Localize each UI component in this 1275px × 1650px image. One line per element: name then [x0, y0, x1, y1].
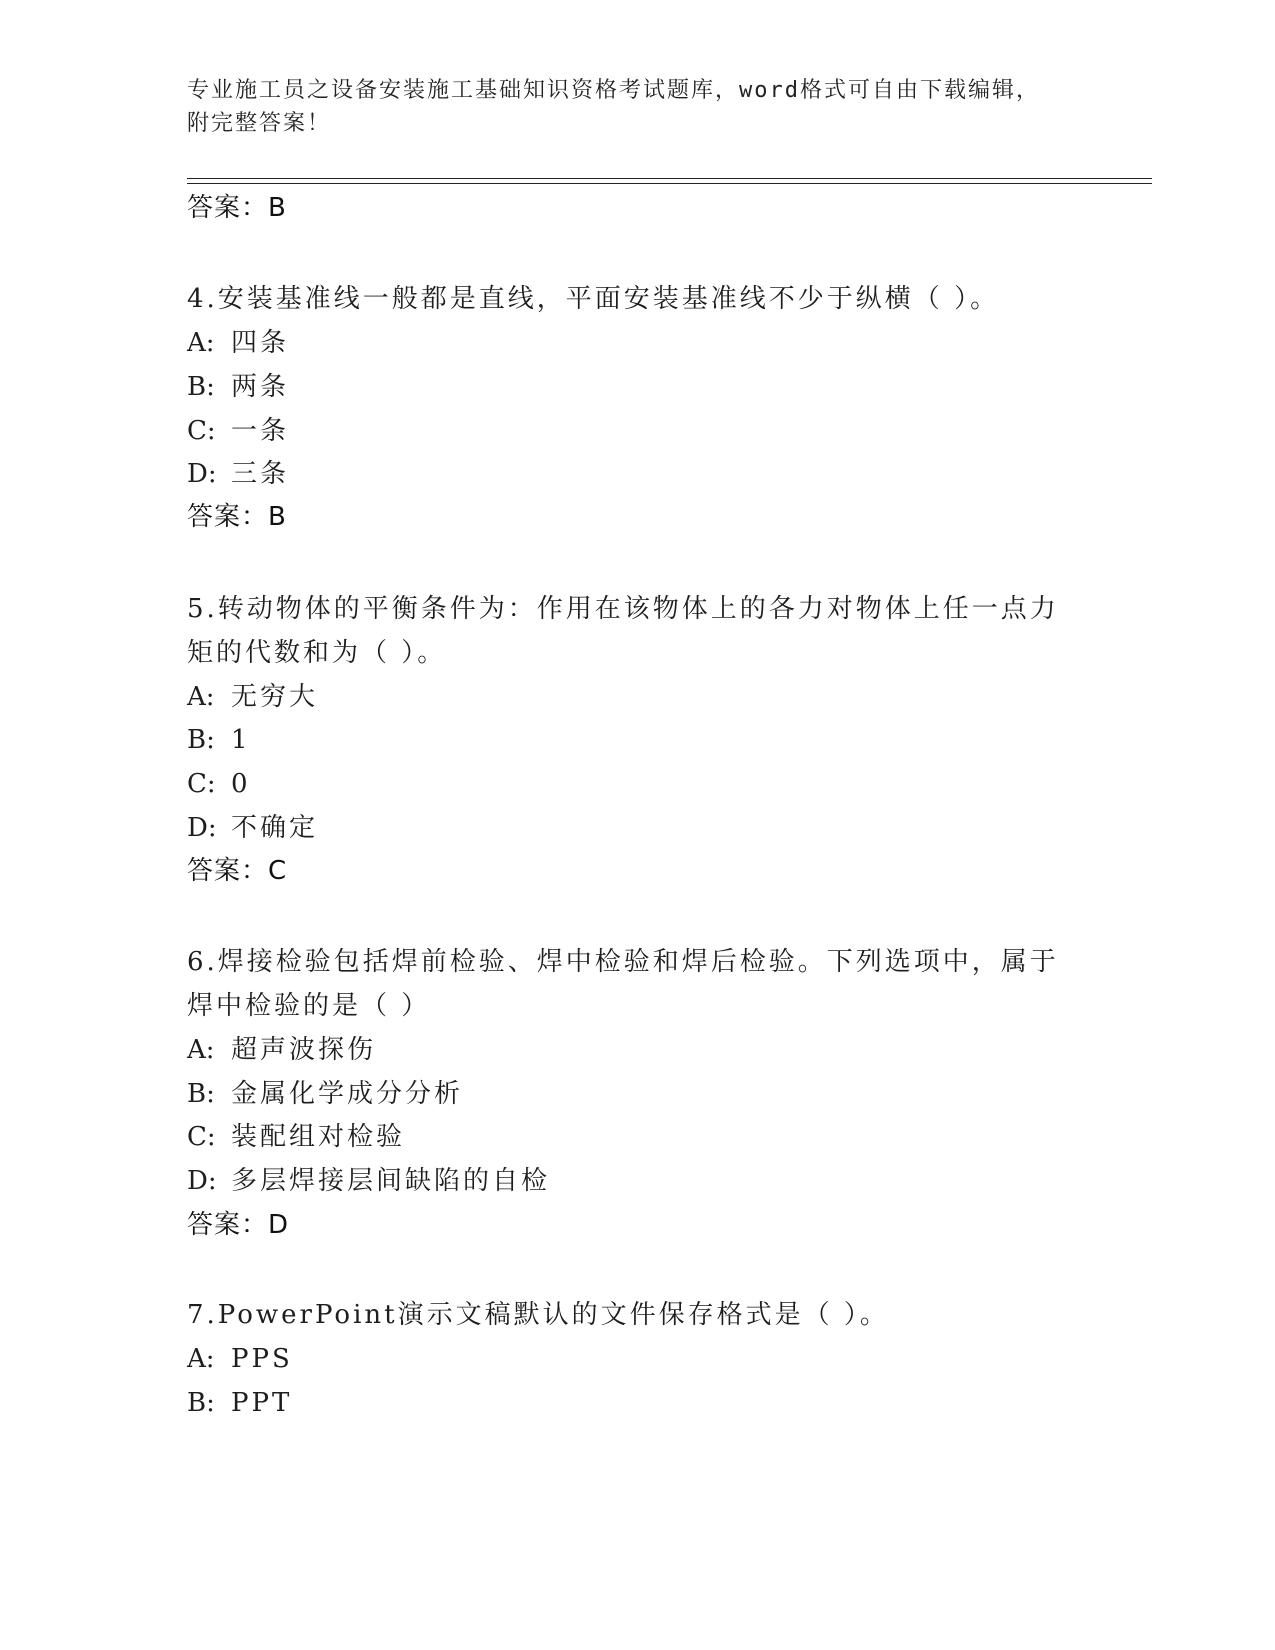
option-key: C: [187, 769, 216, 799]
option-d [187, 1164, 550, 1198]
document-header [187, 74, 1067, 140]
header-divider-top [187, 178, 1152, 179]
question-stem: 4.安装基准线一般都是直线，平面安装基准线不少于纵横（ ）。 [187, 284, 1000, 314]
option-b [187, 723, 251, 757]
header-line-2: 附完整答案！ [187, 111, 332, 136]
option-text: PPS [231, 1344, 293, 1374]
option-key: B: [187, 372, 215, 402]
option-key: A: [187, 1035, 215, 1065]
option-b [187, 370, 289, 404]
option-key: B: [187, 725, 215, 755]
option-text: 金属化学成分分析 [231, 1079, 464, 1109]
option-text: 多层焊接层间缺陷的自检 [231, 1166, 551, 1196]
option-a [187, 1033, 376, 1067]
answer: 答案：C [187, 856, 288, 886]
option-text: 超声波探伤 [231, 1035, 377, 1065]
option-a [187, 326, 289, 360]
option-key: D: [187, 813, 217, 843]
option-key: D: [187, 1166, 217, 1196]
option-d [187, 811, 318, 845]
option-key: A: [187, 1344, 215, 1374]
option-d [187, 457, 289, 491]
option-key: D: [187, 459, 217, 489]
option-text: 三条 [231, 459, 290, 489]
question-stem-cont: 矩的代数和为（ ）。 [187, 638, 447, 668]
header-divider-bottom [187, 183, 1152, 184]
option-a [187, 1342, 293, 1376]
option-c [187, 1120, 405, 1154]
option-key: B: [187, 1388, 215, 1418]
option-text: PPT [231, 1388, 293, 1418]
option-text: 无穷大 [231, 682, 319, 712]
prev-answer: 答案：B [187, 193, 287, 223]
question-stem: 7.PowerPoint演示文稿默认的文件保存格式是（ ）。 [187, 1300, 889, 1330]
option-b [187, 1386, 292, 1420]
option-text: 装配组对检验 [231, 1122, 406, 1152]
option-key: B: [187, 1079, 215, 1109]
question-stem-cont: 焊中检验的是（ ） [187, 991, 431, 1021]
option-c [187, 414, 289, 448]
option-key: C: [187, 1122, 216, 1152]
option-b [187, 1077, 463, 1111]
answer: 答案：D [187, 1210, 290, 1240]
option-text: 0 [231, 769, 251, 799]
option-c [187, 767, 251, 801]
question-stem: 6.焊接检验包括焊前检验、焊中检验和焊后检验。下列选项中，属于 [187, 947, 1059, 977]
option-key: C: [187, 416, 216, 446]
option-text: 两条 [231, 372, 290, 402]
option-key: A: [187, 682, 215, 712]
answer: 答案：B [187, 502, 287, 532]
question-stem: 5.转动物体的平衡条件为：作用在该物体上的各力对物体上任一点力 [187, 594, 1059, 624]
option-text: 四条 [231, 328, 290, 358]
option-text: 1 [231, 725, 251, 755]
option-key: A: [187, 328, 215, 358]
option-text: 一条 [231, 416, 290, 446]
header-line-1: 专业施工员之设备安装施工基础知识资格考试题库，word格式可自由下载编辑， [187, 78, 1040, 103]
option-text: 不确定 [231, 813, 319, 843]
option-a [187, 680, 318, 714]
